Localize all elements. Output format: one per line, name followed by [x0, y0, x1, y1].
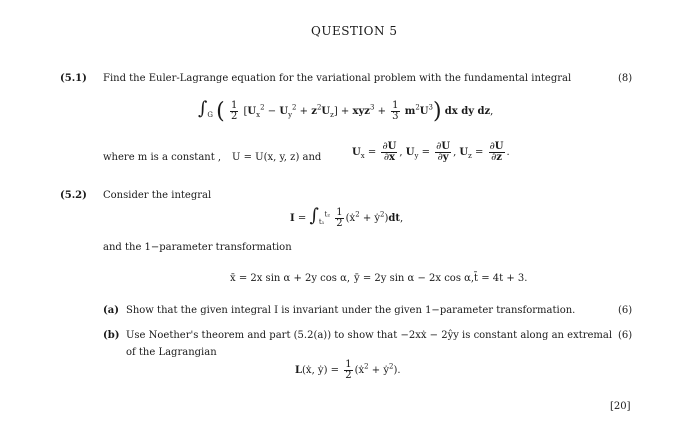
- question-5-2-text: Consider the integral: [103, 190, 212, 201]
- part-a-marks: (6): [618, 305, 633, 316]
- question-5-2-label: (5.2): [60, 190, 87, 201]
- transform-x: x̄ = 2x sin α + 2y cos α,: [230, 273, 351, 284]
- part-b-marks: (6): [618, 330, 633, 341]
- fundamental-integral: $\int_G$ ( $\frac{1}{2}$ $[U_x^2 - U_y^2 + z^2U_z] + xyz^3$ + $\frac{1}{3}$ $m^2U^3$) dx dy dz,: [198, 98, 494, 124]
- part-b-text-line1: Use Noether's theorem and part (5.2(a)) to show that −2xẋ − 2ŷy is constant along an extremal: [126, 330, 613, 341]
- part-b-label: (b): [103, 330, 120, 341]
- transform-intro: and the 1−parameter transformation: [103, 242, 292, 253]
- part-b-text-line2: of the Lagrangian: [126, 347, 217, 358]
- question-5-1-label: (5.1): [60, 73, 87, 84]
- lagrangian: L(ẋ, ẏ) = $\frac{1}{2}$ (ẋ$^2$ + ẏ$^2$).: [295, 359, 401, 381]
- transform-t: t̄ = 4t + 3.: [474, 273, 528, 284]
- transform-y: ȳ = 2y sin α − 2x cos α,: [354, 273, 475, 284]
- integral-I: $I = \int_{t_1}^{t_2}$ $\frac{1}{2}$ (ẋ$^2$ + ẏ$^2$)dt,: [290, 205, 404, 229]
- page-title: QUESTION 5: [311, 24, 398, 38]
- question-5-1-marks: (8): [618, 73, 633, 84]
- partial-derivatives: $U_x$ = $\frac{\partial U}{\partial x}$ , $U_y$ = $\frac{\partial U}{\partial y}$ , $U_z$ = $\frac{\partial U}{\partial z}$ .: [352, 141, 510, 163]
- part-a-text: Show that the given integral I is invariant under the given 1−parameter transformation.: [126, 305, 576, 316]
- u-definition: U = U(x, y, z) and: [232, 152, 322, 163]
- total-marks: [20]: [610, 401, 631, 412]
- question-5-1-text: Find the Euler-Lagrange equation for the variational problem with the fundamental integral: [103, 73, 572, 84]
- where-text: where m is a constant ,: [103, 152, 222, 163]
- part-a-label: (a): [103, 305, 119, 316]
